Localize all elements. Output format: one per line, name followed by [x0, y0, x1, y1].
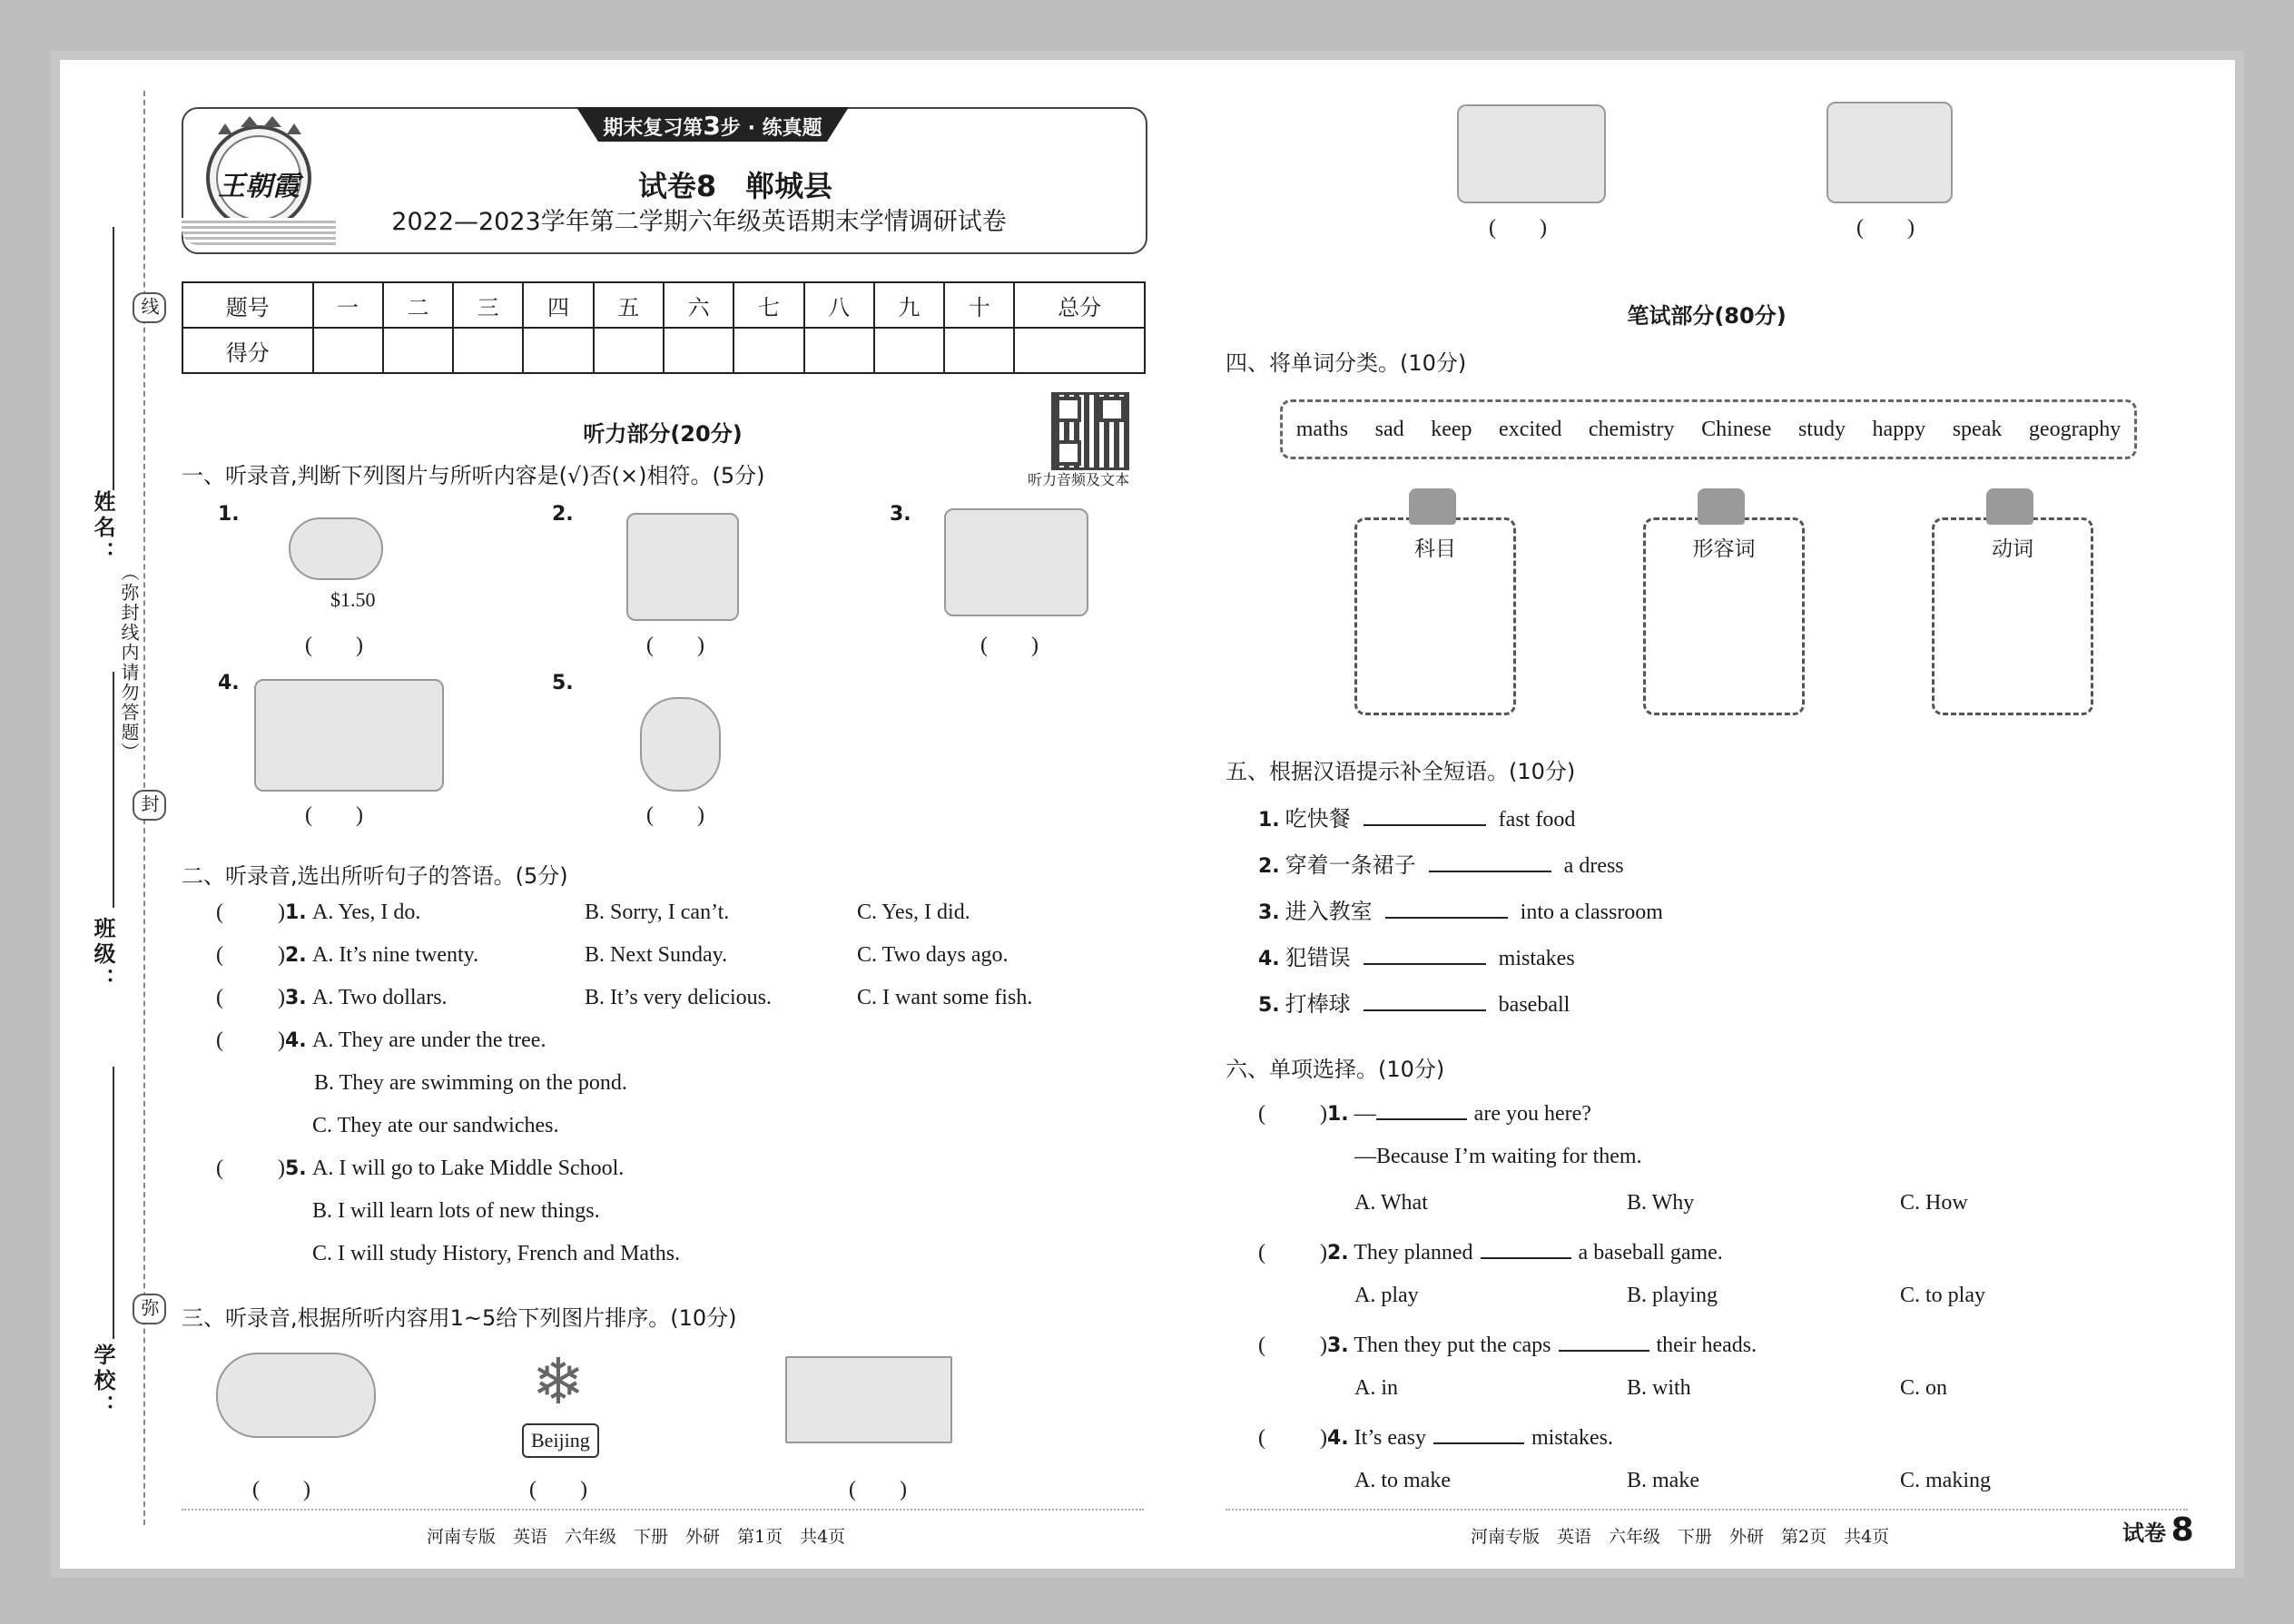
option-c: C. They ate our sandwiches.	[312, 1114, 559, 1137]
mcq-question	[1258, 1098, 1591, 1127]
s1-item-number: 5.	[552, 672, 574, 694]
phrase-blank[interactable]	[1364, 989, 1486, 1011]
word-item: geography	[2028, 417, 2122, 441]
option-a: A. It’s nine twenty.	[312, 943, 479, 967]
school-label: 学校：	[90, 1343, 115, 1420]
clip-icon	[1409, 488, 1456, 525]
school-line	[113, 1067, 114, 1339]
question-number: 3.	[1327, 1334, 1349, 1357]
word-item: speak	[1952, 417, 2003, 441]
score-table-score-row	[182, 328, 1145, 373]
answer-open: (	[216, 901, 223, 924]
option-b: B. playing	[1627, 1284, 1718, 1307]
mcq-question	[1258, 1330, 1757, 1358]
question-blank[interactable]	[1433, 1422, 1524, 1444]
clip-icon	[1986, 488, 2033, 525]
exam-subtitle: 2022—2023学年第二学期六年级英语期末学情调研试卷	[391, 208, 1007, 236]
publisher-seal	[200, 116, 318, 234]
phrase-blank[interactable]	[1429, 851, 1551, 872]
s1-answer-blank[interactable]: ( )	[1489, 216, 1547, 240]
word-item: excited	[1499, 417, 1562, 441]
score-cell[interactable]	[523, 328, 593, 373]
phrase-item	[1258, 847, 1624, 879]
mcq-question	[1258, 1422, 1613, 1451]
mcq-question	[1258, 1237, 1723, 1265]
word-item: keep	[1431, 417, 1472, 441]
word-bank	[1280, 399, 2137, 459]
qr-finder-tr	[1099, 397, 1125, 422]
footer-left: 河南专版 英语 六年级 下册 外研 第1页 共4页	[427, 1527, 846, 1547]
option-a: A. I will go to Lake Middle School.	[312, 1156, 625, 1180]
banner-pre: 期末复习第	[603, 117, 704, 140]
option-b: B. They are swimming on the pond.	[314, 1071, 627, 1095]
answer-close: )	[278, 901, 285, 924]
score-cell[interactable]	[453, 328, 523, 373]
phrase-english: fast food	[1498, 808, 1576, 832]
phrase-blank[interactable]	[1385, 897, 1508, 919]
option-c: C. on	[1900, 1376, 1948, 1400]
answer-close: )	[278, 1156, 285, 1180]
score-cell[interactable]	[383, 328, 453, 373]
s2-question-row	[216, 986, 307, 1010]
option-a: A. Two dollars.	[312, 986, 448, 1009]
option-b: B. Why	[1627, 1191, 1695, 1215]
phrase-item	[1258, 801, 1575, 832]
binding-xian-mark: 线	[133, 292, 166, 323]
score-cell[interactable]	[1014, 328, 1145, 373]
word-item: study	[1797, 417, 1846, 441]
phrase-number: 4.	[1258, 948, 1280, 970]
phrase-chinese: 进入教室	[1285, 901, 1373, 924]
phrase-chinese: 吃快餐	[1285, 808, 1351, 832]
clip-icon	[1698, 488, 1745, 525]
s1-item-number: 1.	[218, 503, 240, 526]
phrase-number: 2.	[1258, 855, 1280, 878]
name-label: 姓名：	[90, 490, 115, 566]
s3-title: 三、听录音,根据所听内容用1~5给下列图片排序。(10分)	[182, 1305, 737, 1331]
question-number: 3.	[285, 987, 307, 1009]
question-number: 2.	[1327, 1242, 1349, 1265]
option-c: C. Two days ago.	[857, 943, 1009, 967]
s4-title: 四、将单词分类。(10分)	[1226, 350, 1467, 376]
s3-answer-blank[interactable]: ( )	[849, 1478, 907, 1501]
qr-finder-bl	[1056, 440, 1081, 466]
phrase-number: 3.	[1258, 901, 1280, 924]
qr-code[interactable]	[1051, 392, 1129, 470]
category-label: 形容词	[1692, 537, 1756, 561]
footer-rule-right	[1226, 1509, 2188, 1511]
s1-answer-blank[interactable]: ( )	[980, 634, 1039, 657]
word-item: maths	[1295, 417, 1349, 441]
answer-open: (	[1258, 1241, 1265, 1265]
beijing-label: Beijing	[522, 1423, 599, 1458]
option-a: A. What	[1354, 1191, 1428, 1215]
hotdog-price: $1.50	[330, 588, 376, 611]
option-c: C. How	[1900, 1191, 1968, 1215]
option-a: A. They are under the tree.	[312, 1029, 546, 1052]
question-stem-post: are you here?	[1473, 1102, 1591, 1126]
s3-answer-blank[interactable]: ( )	[529, 1478, 587, 1501]
boy-crying-picture	[640, 697, 721, 792]
answer-close: )	[1320, 1102, 1327, 1126]
option-b: B. I will learn lots of new things.	[312, 1199, 600, 1223]
question-blank[interactable]	[1559, 1330, 1649, 1352]
score-header-cell: 八	[804, 282, 874, 328]
score-header-cell: 总分	[1014, 282, 1145, 328]
header-stripes	[182, 218, 336, 245]
paper-badge-label: 试卷	[2122, 1521, 2166, 1546]
word-item: Chinese	[1701, 417, 1772, 441]
score-table-header-row	[182, 282, 1145, 328]
score-header-cell: 一	[313, 282, 383, 328]
header-banner-text	[576, 111, 849, 141]
score-cell[interactable]	[313, 328, 383, 373]
question-blank[interactable]	[1481, 1237, 1571, 1259]
s1-answer-blank[interactable]: ( )	[305, 634, 363, 657]
option-a: A. Yes, I do.	[312, 901, 421, 924]
woman-desk-picture	[1826, 102, 1953, 203]
option-c: C. I will study History, French and Maths.	[312, 1242, 681, 1265]
score-header-cell: 二	[383, 282, 453, 328]
question-number: 1.	[1327, 1103, 1349, 1126]
score-header-cell: 三	[453, 282, 523, 328]
binding-mi-mark: 弥	[133, 1294, 166, 1324]
listening-title: 听力部分(20分)	[583, 421, 743, 447]
option-a: A. play	[1354, 1284, 1419, 1307]
score-header-cell: 五	[594, 282, 664, 328]
question-number: 4.	[285, 1029, 307, 1052]
class-label: 班级：	[90, 917, 115, 993]
answer-open: (	[1258, 1426, 1265, 1450]
option-c: C. making	[1900, 1469, 1991, 1492]
binding-notice: （弥封线内请勿答题）	[118, 563, 140, 763]
exam-title	[508, 163, 962, 205]
s1-item-number: 3.	[890, 503, 911, 526]
s3-answer-blank[interactable]: ( )	[252, 1478, 310, 1501]
answer-close: )	[278, 1029, 285, 1052]
class-line	[113, 672, 114, 908]
phrase-english: a dress	[1563, 854, 1624, 878]
question-stem-pre: —	[1354, 1102, 1376, 1126]
teacher-class-picture	[626, 513, 739, 621]
answer-close: )	[1320, 1241, 1327, 1265]
s2-question-row	[216, 943, 307, 968]
score-table	[182, 281, 1146, 374]
option-c: C. I want some fish.	[857, 986, 1033, 1009]
answer-open: (	[216, 986, 223, 1009]
question-number: 5.	[285, 1157, 307, 1180]
answer-close: )	[278, 986, 285, 1009]
word-item: sad	[1374, 417, 1404, 441]
s2-question-row	[216, 1156, 307, 1181]
score-cell[interactable]	[594, 328, 664, 373]
question-stem-pre: Then they put the caps	[1354, 1334, 1551, 1357]
score-header-cell: 六	[664, 282, 733, 328]
option-b: B. Next Sunday.	[585, 943, 728, 967]
s1-answer-blank[interactable]: ( )	[646, 803, 704, 827]
name-line	[113, 227, 114, 490]
answer-close: )	[1320, 1426, 1327, 1450]
score-cell[interactable]	[874, 328, 944, 373]
option-b: B. with	[1627, 1376, 1691, 1400]
question-number: 1.	[285, 901, 307, 924]
option-c: C. to play	[1900, 1284, 1985, 1307]
score-cell[interactable]	[664, 328, 733, 373]
answer-open: (	[216, 943, 223, 967]
banner-post: 步 · 练真题	[720, 117, 822, 140]
banner-num: 3	[703, 111, 721, 141]
word-item: chemistry	[1588, 417, 1675, 441]
question-number: 2.	[285, 944, 307, 967]
option-b: B. Sorry, I can’t.	[585, 901, 730, 924]
s2-question-row	[216, 901, 307, 925]
s6-title: 六、单项选择。(10分)	[1226, 1057, 1445, 1082]
phrase-blank[interactable]	[1364, 943, 1486, 965]
footer-right: 河南专版 英语 六年级 下册 外研 第2页 共4页	[1471, 1527, 1890, 1547]
category-label: 科目	[1414, 537, 1456, 561]
s2-question-row	[216, 1029, 307, 1053]
phrase-chinese: 穿着一条裙子	[1285, 854, 1416, 878]
qr-finder-tl	[1056, 397, 1081, 422]
phrase-chinese: 犯错误	[1285, 947, 1351, 970]
binding-feng-mark: 封	[133, 790, 166, 821]
answer-open: (	[216, 1156, 223, 1180]
phrase-english: into a classroom	[1520, 901, 1663, 924]
family-picnic-picture	[216, 1353, 376, 1438]
hotdog-picture	[289, 517, 383, 580]
binding-margin	[0, 0, 182, 1624]
option-c: C. Yes, I did.	[857, 901, 970, 924]
answer-open: (	[216, 1029, 223, 1052]
writing-title: 笔试部分(80分)	[1627, 303, 1787, 329]
exam-number: 试卷8	[637, 169, 717, 203]
score-cell[interactable]	[944, 328, 1014, 373]
score-header-cell: 题号	[182, 282, 313, 328]
question-stem-post: mistakes.	[1531, 1426, 1613, 1450]
phrase-english: mistakes	[1498, 947, 1575, 970]
option-a: A. to make	[1354, 1469, 1451, 1492]
s1-item-number: 4.	[218, 672, 240, 694]
s1-answer-blank[interactable]: ( )	[1856, 216, 1915, 240]
answer-open: (	[1258, 1334, 1265, 1357]
phrase-chinese: 打棒球	[1285, 993, 1351, 1017]
score-cell[interactable]	[804, 328, 874, 373]
question-blank[interactable]	[1376, 1098, 1467, 1120]
two-kids-picture	[1457, 104, 1606, 203]
score-header-cell: 四	[523, 282, 593, 328]
score-header-cell: 九	[874, 282, 944, 328]
exam-county: 郸城县	[745, 169, 833, 203]
question-stem-post: a baseball game.	[1578, 1241, 1723, 1265]
answer-open: (	[1258, 1102, 1265, 1126]
phrase-item	[1258, 893, 1663, 925]
s2-title: 二、听录音,选出所听句子的答语。(5分)	[182, 863, 568, 889]
s1-title: 一、听录音,判断下列图片与所听内容是(√)否(×)相符。(5分)	[182, 463, 765, 488]
s1-item-number: 2.	[552, 503, 574, 526]
score-header-cell: 十	[944, 282, 1014, 328]
question-stem-pre: It’s easy	[1354, 1426, 1426, 1450]
phrase-item	[1258, 986, 1570, 1018]
phrase-item	[1258, 940, 1575, 971]
s5-title: 五、根据汉语提示补全短语。(10分)	[1226, 759, 1576, 784]
score-row-label: 得分	[182, 328, 313, 373]
exam-sheet	[51, 51, 2244, 1578]
paper-badge-number: 8	[2171, 1511, 2194, 1549]
stairs-picture	[785, 1356, 952, 1443]
snowflake-icon: ❄	[531, 1344, 586, 1419]
paper-badge	[2122, 1511, 2194, 1549]
s1-answer-blank[interactable]: ( )	[305, 803, 363, 827]
phrase-number: 1.	[1258, 809, 1280, 832]
option-a: A. in	[1354, 1376, 1398, 1400]
word-item: happy	[1872, 417, 1926, 441]
qr-caption: 听力音频及文本	[1028, 471, 1130, 488]
phrase-number: 5.	[1258, 994, 1280, 1017]
score-header-cell: 七	[733, 282, 803, 328]
question-number: 4.	[1327, 1427, 1349, 1450]
question-stem-pre: They planned	[1354, 1241, 1473, 1265]
s1-answer-blank[interactable]: ( )	[646, 634, 704, 657]
footer-rule-left	[182, 1509, 1144, 1511]
phrase-english: baseball	[1498, 993, 1570, 1017]
answer-close: )	[278, 943, 285, 967]
girl-cycling-picture	[944, 508, 1088, 616]
seal-text: 王朝霞	[218, 172, 300, 202]
category-label: 动词	[1992, 537, 2033, 561]
score-cell[interactable]	[733, 328, 803, 373]
answer-close: )	[1320, 1334, 1327, 1357]
option-b: B. make	[1627, 1469, 1699, 1492]
option-b: B. It’s very delicious.	[585, 986, 772, 1009]
phrase-blank[interactable]	[1364, 804, 1486, 826]
tv-girl-picture	[254, 679, 444, 792]
dialog-reply: —Because I’m waiting for them.	[1354, 1145, 1642, 1168]
question-stem-post: their heads.	[1656, 1334, 1757, 1357]
